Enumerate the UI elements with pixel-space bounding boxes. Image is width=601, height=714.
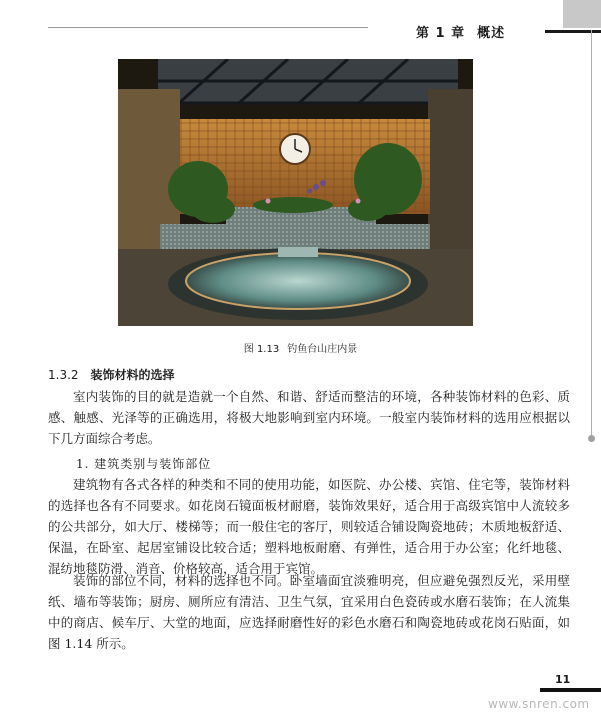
- watermark: www.snren.com: [488, 697, 590, 711]
- page-number: 11: [555, 673, 571, 686]
- header-rule: [48, 27, 368, 28]
- footer-rule: [540, 688, 601, 692]
- section-number: 1.3.2: [48, 368, 79, 382]
- corner-decoration: [563, 0, 601, 28]
- subsection-heading: 1. 建筑类别与装饰部位: [76, 457, 212, 471]
- header-corner-rule: [545, 30, 601, 33]
- figure-caption-text: 钓鱼台山庄内景: [287, 344, 358, 355]
- margin-line: [591, 30, 592, 438]
- figure-caption: [0, 340, 601, 355]
- paragraph-decoration-parts: 装饰的部位不同，材料的选择也不同。卧室墙面宜淡雅明亮，但应避免强烈反光，采用壁纸、墙布等装饰；厨房、厕所应有清洁、卫生气氛，宜采用白色瓷砖或水磨石装饰；在人流集中的商店、候车厅、大堂的地面，应选择耐磨性好的彩色水磨石和陶瓷地砖或花岗石贴面，如图 1.14 所示。: [48, 573, 570, 651]
- chapter-number: 第 1 章: [416, 26, 466, 41]
- running-header: [416, 22, 505, 41]
- figure-photo: [118, 59, 473, 326]
- paragraph-intro: 室内装饰的目的就是造就一个自然、和谐、舒适而整洁的环境，各种装饰材料的色彩、质感、触感、光泽等的正确选用，将极大地影响到室内环境。一般室内装饰材料的选用应根据以下几方面综合考虑。: [48, 389, 570, 446]
- paragraph-building-types: 建筑物有各式各样的种类和不同的使用功能，如医院、办公楼、宾馆、住宅等，装饰材料的选择也各有不同要求。如花岗石镜面板材耐磨，装饰效果好，适合用于高级宾馆中人流较多的公共部分，如大厅、楼梯等；而一般住宅的客厅，则较适合铺设陶瓷地砖；木质地板舒适、保温，在卧室、起居室铺设比较合适；塑料地板耐磨、有弹性，适合用于办公室；化纤地毯、混纺地毯防滑、消音、价格较高，适合用于宾馆。: [48, 477, 570, 576]
- section-title: 装饰材料的选择: [90, 368, 175, 382]
- section-heading: [48, 366, 175, 383]
- chapter-title: 概述: [477, 26, 506, 41]
- figure-label: 图 1.13: [243, 344, 280, 355]
- margin-dot: [588, 435, 595, 442]
